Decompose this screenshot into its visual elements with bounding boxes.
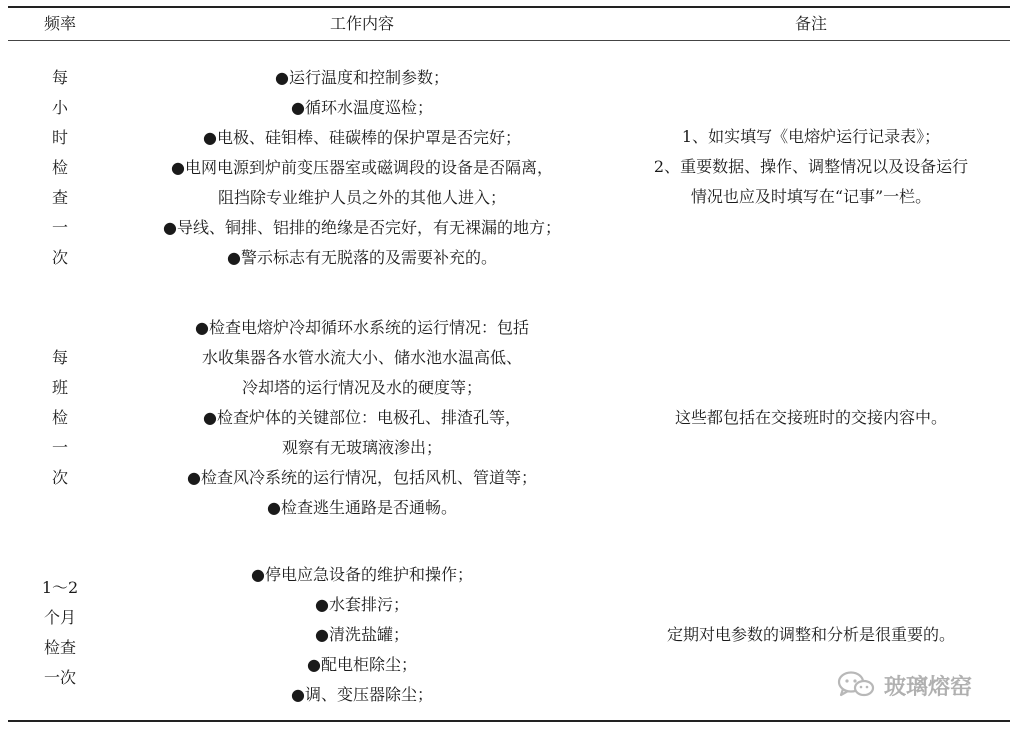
- watermark: [836, 668, 972, 702]
- work-item: ●电网电源到炉前变压器室或磁调段的设备是否隔离，: [171, 158, 553, 177]
- row-monthly-work: [112, 560, 612, 710]
- header-frequency: 频率: [43, 14, 76, 33]
- frequency-char: 次: [51, 248, 68, 267]
- frequency-char: 1～2: [41, 578, 79, 597]
- work-item: ●检查电熔炉冷却循环水系统的运行情况：包括: [195, 318, 529, 337]
- work-item: ●停电应急设备的维护和操作；: [251, 565, 473, 584]
- work-item: 观察有无玻璃液渗出；: [281, 438, 442, 457]
- remark-line: 2、重要数据、操作、调整情况以及设备运行: [653, 157, 969, 176]
- remark-line: 定期对电参数的调整和分析是很重要的。: [666, 625, 955, 644]
- row-monthly-frequency: [8, 573, 112, 693]
- frequency-char: 一: [51, 218, 68, 237]
- work-item: ●运行温度和控制参数；: [275, 68, 449, 87]
- row-monthly-remarks: [612, 620, 1010, 650]
- header-rule: [8, 40, 1010, 41]
- remark-line: 情况也应及时填写在“记事”一栏。: [690, 187, 932, 206]
- frequency-char: 每: [51, 68, 68, 87]
- remark-line: 1、如实填写《电熔炉运行记录表》；: [681, 127, 941, 146]
- row-hourly-frequency: [8, 63, 112, 273]
- table-top-rule: [8, 6, 1010, 8]
- wechat-icon: [836, 670, 876, 700]
- frequency-char: 一次: [43, 668, 76, 687]
- remark-line: 这些都包括在交接班时的交接内容中。: [674, 408, 947, 427]
- frequency-char: 检: [51, 158, 68, 177]
- work-item: ●电极、硅钼棒、硅碳棒的保护罩是否完好；: [203, 128, 521, 147]
- work-item: ●水套排污；: [315, 595, 409, 614]
- work-item: ●循环水温度巡检；: [291, 98, 433, 117]
- frequency-char: 检查: [43, 638, 76, 657]
- work-item: ●导线、铜排、铝排的绝缘是否完好，有无裸漏的地方；: [163, 218, 561, 237]
- work-item: ●检查逃生通路是否通畅。: [267, 498, 457, 517]
- row-shift-frequency: [8, 343, 112, 493]
- row-shift-work: [112, 313, 612, 523]
- work-item: ●调、变压器除尘；: [291, 685, 433, 704]
- work-item: 冷却塔的运行情况及水的硬度等；: [241, 378, 482, 397]
- row-hourly-remarks: [612, 122, 1010, 212]
- frequency-char: 检: [51, 408, 68, 427]
- frequency-char: 一: [51, 438, 68, 457]
- frequency-char: 个月: [43, 608, 76, 627]
- header-work-content: 工作内容: [329, 14, 394, 33]
- work-item: ●配电柜除尘；: [307, 655, 417, 674]
- work-item: 水收集器各水管水流大小、储水池水温高低、: [201, 348, 522, 367]
- work-item: ●清洗盐罐；: [315, 625, 409, 644]
- work-item: 阻挡除专业维护人员之外的其他人进入；: [217, 188, 506, 207]
- table-bottom-rule: [8, 720, 1010, 722]
- work-item: ●检查风冷系统的运行情况，包括风机、管道等；: [187, 468, 537, 487]
- header-remarks: 备注: [794, 14, 827, 33]
- frequency-char: 班: [51, 378, 68, 397]
- frequency-char: 次: [51, 468, 68, 487]
- frequency-char: 时: [51, 128, 68, 147]
- frequency-char: 查: [51, 188, 68, 207]
- work-item: ●检查炉体的关键部位：电极孔、排渣孔等，: [203, 408, 521, 427]
- watermark-text: 玻璃熔窑: [884, 674, 973, 700]
- row-shift-remarks: [612, 403, 1010, 433]
- frequency-char: 小: [51, 98, 68, 117]
- work-item: ●警示标志有无脱落的及需要补充的。: [227, 248, 497, 267]
- row-hourly-work: [112, 63, 612, 273]
- frequency-char: 每: [51, 348, 68, 367]
